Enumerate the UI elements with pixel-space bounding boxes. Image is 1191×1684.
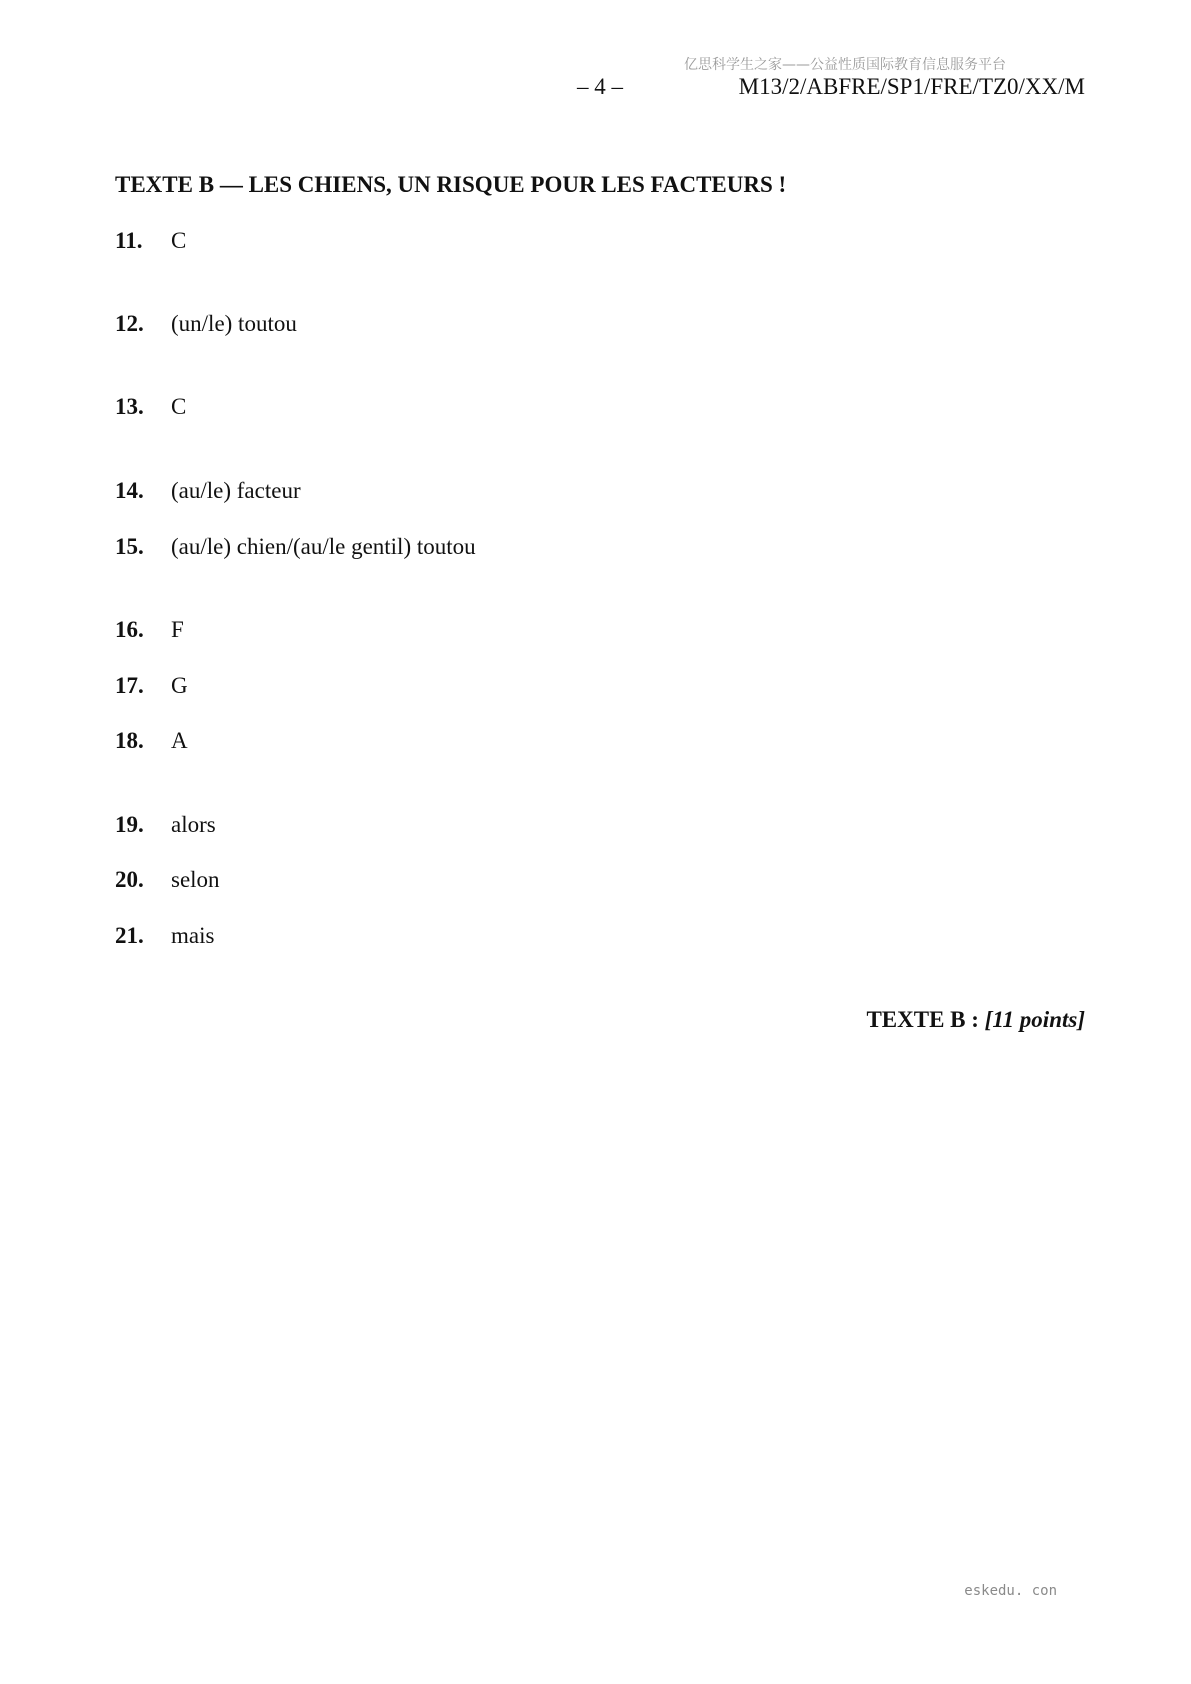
section-title: TEXTE B — LES CHIENS, UN RISQUE POUR LES FACTEURS ! — [115, 172, 787, 197]
answer-text: (un/le) toutou — [171, 311, 297, 336]
answer-number: 12. — [115, 311, 144, 336]
answer-text: (au/le) facteur — [171, 478, 301, 503]
section-score — [866, 1007, 1085, 1033]
answer-text: selon — [171, 867, 220, 892]
answer-text: C — [171, 394, 187, 419]
score-value: [11 points] — [984, 1007, 1085, 1032]
score-label: TEXTE B : — [866, 1007, 985, 1032]
answer-text: mais — [171, 923, 215, 948]
answer-text: (au/le) chien/(au/le gentil) toutou — [171, 534, 476, 559]
answer-number: 14. — [115, 478, 144, 503]
header-watermark: 亿思科学生之家——公益性质国际教育信息服务平台 — [684, 57, 1006, 73]
answer-text: A — [171, 728, 188, 753]
page-number: – 4 – — [577, 74, 623, 99]
answer-text: alors — [171, 812, 216, 837]
answer-number: 17. — [115, 673, 144, 698]
answer-text: F — [171, 617, 184, 642]
footer-watermark: eskedu. con — [964, 1583, 1057, 1599]
document-code: M13/2/ABFRE/SP1/FRE/TZ0/XX/M — [738, 74, 1085, 99]
answer-number: 15. — [115, 534, 144, 559]
answer-number: 13. — [115, 394, 144, 419]
answer-number: 20. — [115, 867, 144, 892]
answer-number: 18. — [115, 728, 144, 753]
answer-text: G — [171, 673, 188, 698]
answer-number: 11. — [115, 228, 143, 253]
answer-text: C — [171, 228, 187, 253]
answer-number: 19. — [115, 812, 144, 837]
answer-number: 16. — [115, 617, 144, 642]
answer-number: 21. — [115, 923, 144, 948]
